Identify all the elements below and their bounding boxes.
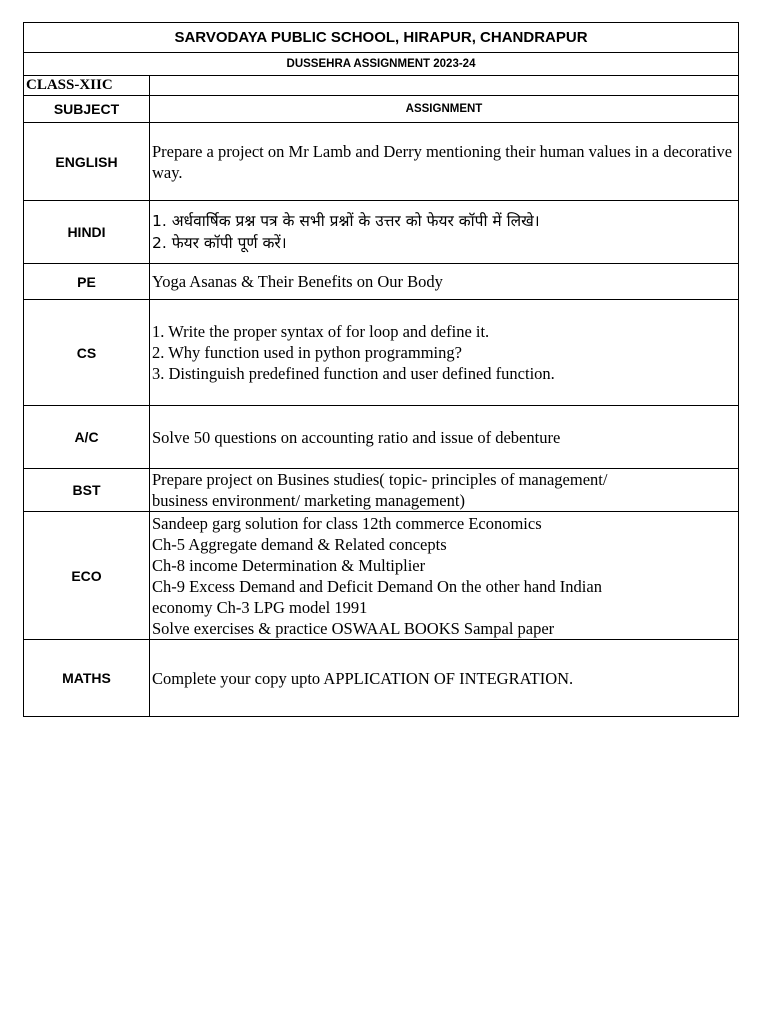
subject-cell: A/C: [24, 406, 150, 469]
table-row-eco: [24, 512, 739, 640]
assignment-cell: [150, 201, 739, 264]
table-row-cs: [24, 300, 739, 406]
assignment-line: 1. Write the proper syntax of for loop and define it.: [152, 322, 490, 341]
table-row-pe: [24, 264, 739, 300]
assignment-line: business environment/ marketing management): [152, 491, 465, 510]
assignment-cell: [150, 512, 739, 640]
assignment-column-header: ASSIGNMENT: [150, 96, 739, 123]
assignment-line: 2. Why function used in python programming?: [152, 343, 462, 362]
assignment-cell: [150, 406, 739, 469]
assignment-line: Ch-5 Aggregate demand & Related concepts: [152, 534, 447, 554]
class-row-empty-cell: [150, 76, 739, 96]
assignment-line: Solve 50 questions on accounting ratio and issue of debenture: [152, 427, 561, 447]
assignment-line: economy Ch-3 LPG model 1991: [152, 597, 368, 617]
subject-cell: PE: [24, 264, 150, 300]
assignment-table: [23, 22, 739, 717]
table-row-ac: [24, 406, 739, 469]
assignment-line: Complete your copy upto APPLICATION OF INTEGRATION.: [152, 668, 574, 688]
class-label: CLASS-XIIC: [24, 76, 150, 96]
subject-cell: HINDI: [24, 201, 150, 264]
school-name: SARVODAYA PUBLIC SCHOOL, HIRAPUR, CHANDRAPUR: [24, 23, 739, 53]
column-header-row: [24, 96, 739, 123]
table-row-bst: [24, 469, 739, 512]
subject-column-header: SUBJECT: [24, 96, 150, 123]
assignment-line: Prepare project on Busines studies( topic- principles of management/: [152, 470, 608, 489]
subject-cell: BST: [24, 469, 150, 512]
assignment-cell: [150, 300, 739, 406]
assignment-cell: [150, 640, 739, 717]
class-row: [24, 76, 739, 96]
assignment-cell: [150, 123, 739, 201]
assignment-line: Yoga Asanas & Their Benefits on Our Body: [152, 272, 443, 291]
assignment-line: Prepare a project on Mr Lamb and Derry mentioning their human values in a decorative way.: [152, 141, 733, 182]
subject-cell: ENGLISH: [24, 123, 150, 201]
assignment-line: Ch-9 Excess Demand and Deficit Demand On the other hand Indian: [152, 576, 602, 596]
assignment-title-row: [24, 53, 739, 76]
subject-cell: MATHS: [24, 640, 150, 717]
table-row-hindi: [24, 201, 739, 264]
assignment-line: 1. अर्धवार्षिक प्रश्न पत्र के सभी प्रश्नों के उत्तर को फेयर कॉपी में लिखे।: [152, 212, 540, 230]
assignment-line: Ch-8 income Determination & Multiplier: [152, 555, 426, 575]
assignment-line: Sandeep garg solution for class 12th commerce Economics: [152, 513, 542, 533]
assignment-cell: [150, 264, 739, 300]
subject-cell: ECO: [24, 512, 150, 640]
table-row-maths: [24, 640, 739, 717]
assignment-cell: [150, 469, 739, 512]
assignment-line: 2. फेयर कॉपी पूर्ण करें।: [152, 234, 287, 252]
assignment-line: 3. Distinguish predefined function and user defined function.: [152, 364, 555, 383]
assignment-line: Solve exercises & practice OSWAAL BOOKS Sampal paper: [152, 618, 555, 638]
assignment-title: DUSSEHRA ASSIGNMENT 2023-24: [24, 53, 739, 76]
table-row-english: [24, 123, 739, 201]
subject-cell: CS: [24, 300, 150, 406]
school-name-row: [24, 23, 739, 53]
